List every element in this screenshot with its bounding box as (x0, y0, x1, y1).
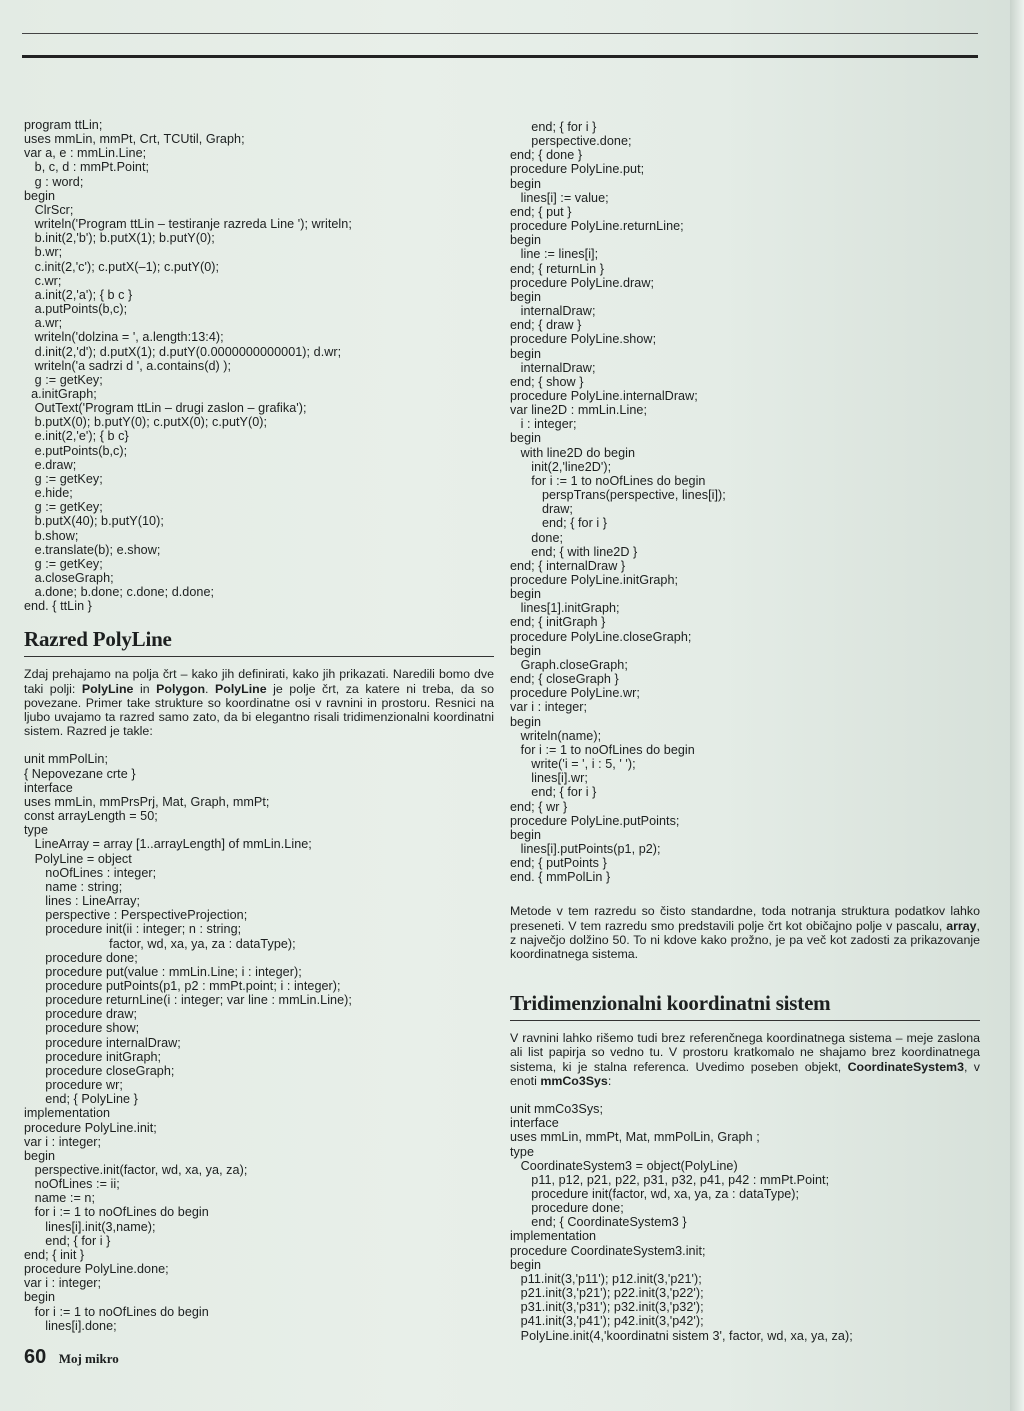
code-listing-mmpollin-continued: end; { for i } perspective.done; end; { done } procedure PolyLine.put; begin lines[i] := value; end; { put } procedure PolyLine.returnLine; begin line := lines[i]; end; { returnLin } procedure PolyLine.draw; begin internalDraw; end; { draw } procedure PolyLine.show; begin internalDraw; end; { show } procedure PolyLine.internalDraw; var line2D : mmLin.Line; i : integer; begin with line2D do begin init(2,'line2D'); for i := 1 to noOfLines do begin perspTrans(perspective, lines[i]); draw; end; { for i } done; end; { with line2D } end; { internalDraw } procedure PolyLine.initGraph; begin lines[1].initGraph; end; { initGraph } procedure PolyLine.closeGraph; begin Graph.closeGraph; end; { closeGraph } procedure PolyLine.wr; var i : integer; begin writeln(name); for i := 1 to noOfLines do begin write('i = ', i : 5, ' '); lines[i].wr; end; { for i } end; { wr } procedure PolyLine.putPoints; begin lines[i].putPoints(p1, p2); end; { putPoints } end. { mmPolLin } (510, 120, 726, 885)
code-listing-mmpollin: unit mmPolLin; { Nepovezane crte } interface uses mmLin, mmPrsPrj, Mat, Graph, mmPt; const arrayLength = 50; type LineArray = array [1..arrayLength] of mmLin.Line; PolyLine = object noOfLines : integer; name : string; lines : LineArray; perspective : PerspectiveProjection; procedure init(ii : integer; n : string; factor, wd, xa, ya, za : dataType); procedure done; procedure put(value : mmLin.Line; i : integer); procedure putPoints(p1, p2 : mmPt.point; i : integer); procedure returnLine(i : integer; var line : mmLin.Line); procedure draw; procedure show; procedure internalDraw; procedure initGraph; procedure closeGraph; procedure wr; end; { PolyLine } implementation procedure PolyLine.init; var i : integer; begin perspective.init(factor, wd, xa, ya, za); noOfLines := ii; name := n; for i := 1 to noOfLines do begin lines[i].init(3,name); end; { for i } end; { init } procedure PolyLine.done; var i : integer; begin for i := 1 to noOfLines do begin lines[i].done; (24, 752, 352, 1333)
top-rule-thick (22, 55, 978, 58)
paragraph-methods: Metode v tem razredu so čisto standardne, toda notranja struktura podatkov lahko preseneti. V tem razredu smo predstavili polje črt kot običajno polje v pascalu, array, z največjo dolžino 50. To ni kdove kako prožno, je pa več kot zadosti za prikazovanje koordinatnega sistema. (510, 904, 980, 962)
page-edge (1010, 0, 1024, 1411)
paragraph-polyline-intro: Zdaj prehajamo na polja črt – kako jih definirati, kako jih prikazati. Naredili bomo dve taki polji: PolyLine in Polygon. PolyLine je polje črt, za katere ni treba, da so povezane. Primer take strukture so koordinatne osi v ravnini in prostoru. Resnici na ljubo uvajamo ta razred samo zato, da bi elegantno risali tridimenzionalni koordinatni sistem. Razred je takle: (24, 667, 495, 739)
code-listing-mmco3sys: unit mmCo3Sys; interface uses mmLin, mmPt, Mat, mmPolLin, Graph ; type CoordinateSystem3 = object(PolyLine) p11, p12, p21, p22, p31, p32, p41, p42 : mmPt.Point; procedure init(factor, wd, xa, ya, za : dataType); procedure done; end; { CoordinateSystem3 } implementation procedure CoordinateSystem3.init; begin p11.init(3,'p11'); p12.init(3,'p21'); p21.init(3,'p21'); p22.init(3,'p22'); p31.init(3,'p31'); p32.init(3,'p32'); p41.init(3,'p41'); p42.init(3,'p42'); PolyLine.init(4,'koordinatni sistem 3', factor, wd, xa, ya, za); (510, 1102, 853, 1343)
section-heading-polyline: Razred PolyLine (24, 627, 494, 657)
magazine-name: Moj mikro (58, 1351, 119, 1366)
top-rule-thin (22, 33, 978, 34)
left-column (24, 118, 494, 1333)
right-column (510, 120, 980, 1343)
paragraph-coordinate-system-intro: V ravnini lahko rišemo tudi brez referenčnega koordinatnega sistema – meje zaslona ali list papirja so vedno tu. V prostoru kratkomalo ne shajamo brez koordinatnega sistema, ki je stalna referenca. Uvedimo poseben objekt, CoordinateSystem3, v enoti mmCo3Sys: (510, 1031, 980, 1088)
code-listing-ttlin: program ttLin; uses mmLin, mmPt, Crt, TCUtil, Graph; var a, e : mmLin.Line; b, c, d : mmPt.Point; g : word; begin ClrScr; writeln('Program ttLin – testiranje razreda Line '); writeln; b.init(2,'b'); b.putX(1); b.putY(0); b.wr; c.init(2,'c'); c.putX(–1); c.putY(0); c.wr; a.init(2,'a'); { b c } a.putPoints(b,c); a.wr; writeln('dolzina = ', a.length:13:4); d.init(2,'d'); d.putX(1); d.putY(0.0000000000001); d.wr; writeln('a sadrzi d ', a.contains(d) ); g := getKey; a.initGraph; OutText('Program ttLin – drugi zaslon – grafika'); b.putX(0); b.putY(0); c.putX(0); c.putY(0); e.init(2,'e'); { b c} e.putPoints(b,c); e.draw; g := getKey; e.hide; g := getKey; b.putX(40); b.putY(10); b.show; e.translate(b); e.show; g := getKey; a.closeGraph; a.done; b.done; c.done; d.done; end. { ttLin } (24, 118, 352, 614)
page-number: 60 (24, 1346, 47, 1368)
page-footer (24, 1346, 119, 1369)
section-heading-3d-coordinate-system: Tridimenzionalni koordinatni sistem (510, 991, 980, 1021)
